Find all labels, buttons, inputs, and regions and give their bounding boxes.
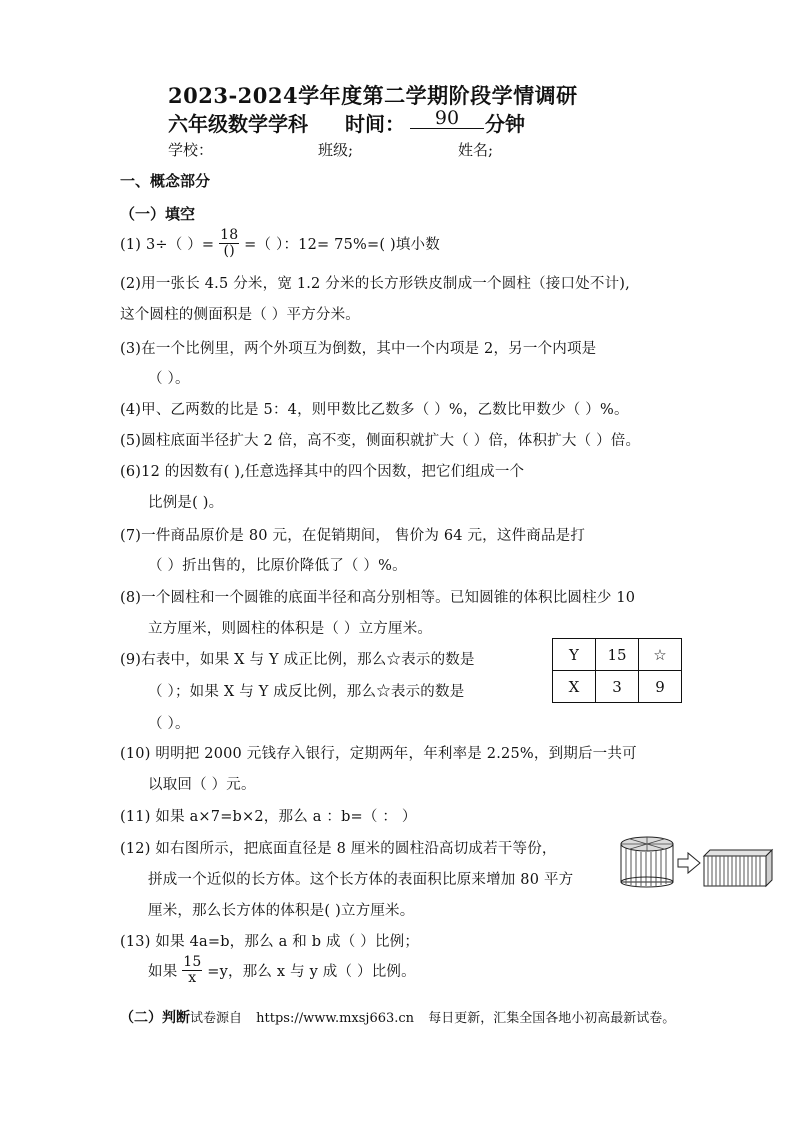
table-cell: ☆ [639,639,682,671]
school-label: 学校： [168,141,214,159]
q3-line-2: （ ）。 [148,371,190,387]
cylinder-icon [621,837,673,887]
arrow-right-icon [678,853,700,873]
xy-table [552,638,682,703]
q1-part-b: =（ ）：12= 75%=( )填小数 [244,237,440,253]
q4-line-1: (4)甲、乙两数的比是 5：4，则甲数比乙数多（ ）%，乙数比甲数少（ ）%。 [120,402,629,418]
time-unit: 分钟 [485,112,525,136]
time-value: 90 [410,108,484,129]
q13-fraction [182,955,202,986]
table-row [553,639,682,671]
subject-title: 六年级数学学科 [168,112,308,136]
class-label: 班级; [318,141,354,159]
q9-line-2: （ ）；如果 X 与 Y 成反比例，那么☆表示的数是 [148,684,465,700]
q13-part-a: 如果 [148,964,178,980]
table-cell: X [553,671,596,703]
q13-frac-den: x [188,970,197,986]
q9-line-1: (9)右表中，如果 X 与 Y 成正比例，那么☆表示的数是 [120,652,475,668]
footer-note: 每日更新，汇集全国各地小初高最新试卷。 [428,1011,676,1026]
q9-line-3: （ ）。 [148,716,190,732]
q1-part-a: (1) 3÷（ ）= [120,237,215,253]
subsection-title: （一）填空 [120,205,196,223]
q5-line-1: (5)圆柱底面半径扩大 2 倍，高不变，侧面积就扩大（ ）倍，体积扩大（ ）倍。 [120,433,641,449]
exam-title: 2023-2024学年度第二学期阶段学情调研 [168,83,578,108]
q13-frac-num: 15 [183,954,202,970]
q13-part-b: =y，那么 x 与 y 成（ ）比例。 [207,964,416,980]
q1-frac-num: 18 [220,227,239,243]
question-1 [120,228,440,259]
section-title: 一、概念部分 [120,172,211,190]
table-cell: Y [553,639,596,671]
judge-section-label: （二）判断 [120,1010,190,1026]
table-row [553,671,682,703]
q7-line-2: （ ）折出售的，比原价降低了（ ）%。 [148,558,407,574]
table-cell: 9 [639,671,682,703]
time-field [410,108,484,129]
q12-line-3: 厘米，那么长方体的体积是( )立方厘米。 [148,903,415,919]
table-cell: 3 [596,671,639,703]
q13-line-2 [148,955,416,986]
q7-line-1: (7)一件商品原价是 80 元，在促销期间， 售价为 64 元，这件商品是打 [120,528,586,544]
cylinder-to-cuboid-illustration [616,832,776,890]
q13-line-1: (13) 如果 4a=b，那么 a 和 b 成（ ）比例； [120,934,420,950]
q8-line-2: 立方厘米，则圆柱的体积是（ ）立方厘米。 [148,621,433,637]
q6-line-1: (6)12 的因数有( ),任意选择其中的四个因数，把它们组成一个 [120,464,525,480]
q1-fraction [219,228,239,259]
q12-line-2: 拼成一个近似的长方体。这个长方体的表面积比原来增加 80 平方 [148,872,574,888]
table-cell: 15 [596,639,639,671]
name-label: 姓名; [458,141,494,159]
q12-line-1: (12) 如右图所示，把底面直径是 8 厘米的圆柱沿高切成若干等份， [120,841,557,857]
time-label: 时间： [345,112,405,136]
source-url[interactable]: https://www.mxsj663.cn [256,1011,415,1026]
q11-line-1: (11) 如果 a×7=b×2，那么 a ：b=（ ： ） [120,809,417,825]
source-label: 试卷源自 [190,1011,243,1026]
q6-line-2: 比例是( )。 [148,495,224,511]
q2-line-2: 这个圆柱的侧面积是（ ）平方分米。 [120,307,361,323]
q2-line-1: (2)用一张长 4.5 分米，宽 1.2 分米的长方形铁皮制成一个圆柱（接口处不计), [120,276,630,292]
q3-line-1: (3)在一个比例里，两个外项互为倒数，其中一个内项是 2，另一个内项是 [120,341,597,357]
q8-line-1: (8)一个圆柱和一个圆锥的底面半径和高分别相等。已知圆锥的体积比圆柱少 10 [120,590,636,606]
q10-line-1: (10) 明明把 2000 元钱存入银行，定期两年，年利率是 2.25%，到期后一共可 [120,746,637,762]
q1-frac-den: () [223,243,235,259]
footer-line [120,1007,675,1027]
q10-line-2: 以取回（ ）元。 [148,777,256,793]
cuboid-icon [704,850,772,886]
